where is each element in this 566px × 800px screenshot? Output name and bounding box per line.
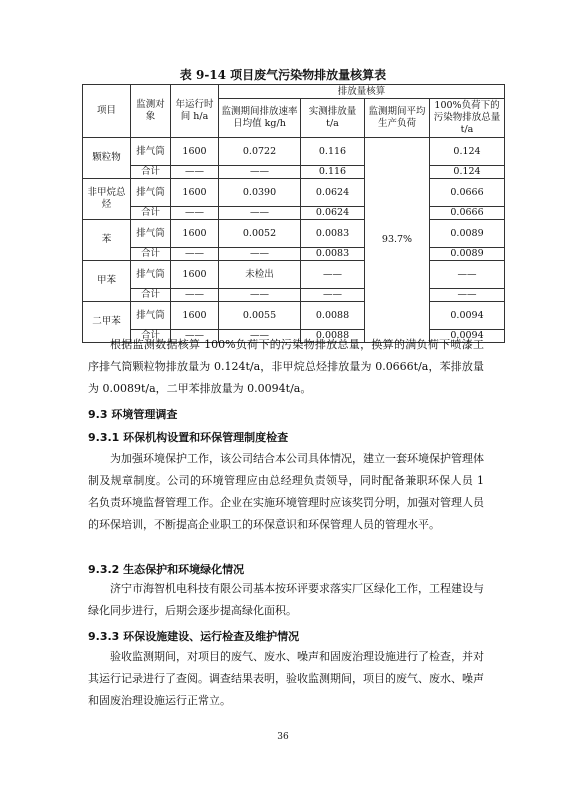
cell-hours: 1600	[171, 179, 219, 207]
header-rate: 监测期间排放速率日均值 kg/h	[219, 99, 301, 138]
cell-rate: ——	[219, 289, 301, 302]
cell-object: 合计	[131, 330, 171, 343]
cell-rate: 未检出	[219, 261, 301, 289]
cell-rate: 0.0390	[219, 179, 301, 207]
cell-rate: ——	[219, 330, 301, 343]
cell-hours: 1600	[171, 261, 219, 289]
cell-object: 排气筒	[131, 179, 171, 207]
cell-measured: ——	[301, 261, 365, 289]
cell-measured: 0.0088	[301, 330, 365, 343]
cell-object: 排气筒	[131, 302, 171, 330]
cell-object: 合计	[131, 166, 171, 179]
cell-total: 0.124	[430, 138, 505, 166]
section-heading-9-3-1: 9.3.1 环保机构设置和环保管理制度检查	[88, 431, 289, 444]
paragraph-facilities: 验收监测期间，对项目的废气、废水、噪声和固废治理设施进行了检查，并对其运行记录进行了查阅。调查结果表明，验收监测期间，项目的废气、废水、噪声和固废治理设施运行正常立。	[88, 650, 484, 707]
cell-load: 93.7%	[365, 138, 430, 343]
cell-measured: 0.116	[301, 166, 365, 179]
cell-hours: ——	[171, 166, 219, 179]
cell-measured: 0.0624	[301, 207, 365, 220]
row-item: 甲苯	[83, 261, 131, 302]
cell-rate: ——	[219, 248, 301, 261]
header-measured: 实测排放量 t/a	[301, 99, 365, 138]
row-item: 非甲烷总烃	[83, 179, 131, 220]
cell-measured: 0.116	[301, 138, 365, 166]
cell-hours: 1600	[171, 138, 219, 166]
header-item: 项目	[83, 85, 131, 138]
header-load: 监测期间平均生产负荷	[365, 99, 430, 138]
cell-total: 0.124	[430, 166, 505, 179]
header-total: 100%负荷下的污染物排放总量 t/a	[430, 99, 505, 138]
cell-total: 0.0089	[430, 248, 505, 261]
cell-total: ——	[430, 289, 505, 302]
cell-hours: 1600	[171, 220, 219, 248]
cell-rate: 0.0052	[219, 220, 301, 248]
cell-object: 合计	[131, 289, 171, 302]
cell-rate: 0.0055	[219, 302, 301, 330]
header-group: 排放量核算	[219, 85, 505, 99]
section-heading-9-3: 9.3 环境管理调查	[88, 408, 178, 421]
row-item: 苯	[83, 220, 131, 261]
section-heading-9-3-3: 9.3.3 环保设施建设、运行检查及维护情况	[88, 630, 300, 643]
emission-table	[82, 84, 505, 343]
paragraph-greening: 济宁市海智机电科技有限公司基本按环评要求落实厂区绿化工作，工程建设与绿化同步进行，后期会逐步提高绿化面积。	[88, 582, 484, 617]
cell-object: 排气筒	[131, 220, 171, 248]
row-item: 颗粒物	[83, 138, 131, 179]
cell-rate: ——	[219, 207, 301, 220]
paragraph-management: 为加强环境保护工作，该公司结合本公司具体情况，建立一套环境保护管理体制及规章制度。公司的环境管理应由总经理负责领导，同时配备兼职环保人员 1 名负责环境监督管理工作。企业在实施环境管理时应该奖罚分明，加强对管理人员的环保培训，不断提高企业职工的环保意识和环保管理人员的管理水平。	[88, 452, 484, 531]
cell-hours: ——	[171, 289, 219, 302]
page-number: 36	[277, 732, 289, 742]
cell-hours: ——	[171, 248, 219, 261]
section-heading-9-3-2: 9.3.2 生态保护和环境绿化情况	[88, 563, 245, 576]
cell-object: 合计	[131, 207, 171, 220]
cell-total: 0.0666	[430, 207, 505, 220]
cell-object: 排气筒	[131, 261, 171, 289]
header-hours: 年运行时间 h/a	[171, 85, 219, 138]
cell-measured: 0.0083	[301, 220, 365, 248]
cell-measured: 0.0083	[301, 248, 365, 261]
cell-total: ——	[430, 261, 505, 289]
cell-measured: 0.0624	[301, 179, 365, 207]
paragraph-calculation: 根据监测数据核算 100%负荷下的污染物排放总量，换算的满负荷下喷漆工序排气筒颗粒物排放量为 0.124t/a，非甲烷总烃排放量为 0.0666t/a，苯排放量为 0.0089t/a，二甲苯排放量为 0.0094t/a。	[88, 338, 484, 395]
cell-total: 0.0089	[430, 220, 505, 248]
header-object: 监测对象	[131, 85, 171, 138]
cell-rate: 0.0722	[219, 138, 301, 166]
row-item: 二甲苯	[83, 302, 131, 343]
cell-total: 0.0094	[430, 302, 505, 330]
cell-measured: 0.0088	[301, 302, 365, 330]
cell-hours: ——	[171, 330, 219, 343]
cell-measured: ——	[301, 289, 365, 302]
cell-hours: ——	[171, 207, 219, 220]
table-caption: 表 9-14 项目废气污染物排放量核算表	[179, 68, 387, 82]
cell-hours: 1600	[171, 302, 219, 330]
cell-rate: ——	[219, 166, 301, 179]
cell-total: 0.0666	[430, 179, 505, 207]
cell-object: 排气筒	[131, 138, 171, 166]
cell-total: 0.0094	[430, 330, 505, 343]
cell-object: 合计	[131, 248, 171, 261]
